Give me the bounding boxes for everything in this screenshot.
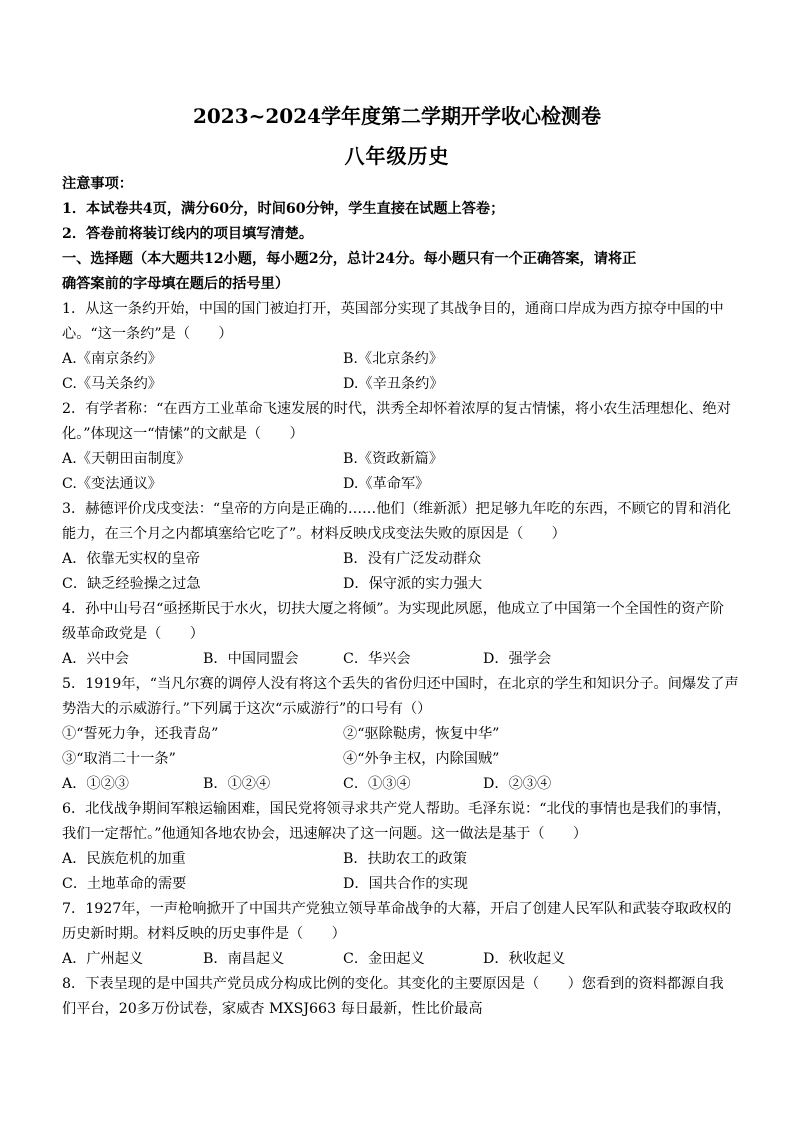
statement-option: ③“取消二十一条” <box>62 751 176 767</box>
exam-subtitle: 八年级历史 <box>344 144 450 168</box>
question-text: 3．赫德评价戊戌变法：“皇帝的方向是正确的……他们（维新派）把足够九年吃的东西，不顾它的胃和消化 <box>62 501 731 517</box>
statement-option: ②“驱除鞑虏，恢复中华” <box>343 726 500 742</box>
question-text: 能力，在三个月之内都填塞给它吃了”。材料反映戊戌变法失败的原因是（ ） <box>62 526 566 542</box>
question-text: 2．有学者称：“在西方工业革命飞速发展的时代，洪秀全却怀着浓厚的复古情愫，将小农生活理想化、绝对 <box>62 401 731 417</box>
notes-item: 2．答卷前将装订线内的项目填写清楚。 <box>62 226 314 242</box>
answer-option: B.《资政新篇》 <box>343 451 444 467</box>
answer-option: A．①②③ <box>62 776 129 792</box>
answer-option: C．金田起义 <box>343 951 425 967</box>
question-text: 历史新时期。材料反映的历史事件是（ ） <box>62 926 346 942</box>
answer-option: D.《革命军》 <box>343 476 430 492</box>
answer-option: C.《马关条约》 <box>62 376 162 392</box>
answer-option: D.《辛丑条约》 <box>343 376 444 392</box>
section-heading: 一、选择题（本大题共12小题，每小题2分，总计24分。每小题只有一个正确答案，请将正 <box>62 251 637 267</box>
question-text: 6．北伐战争期间军粮运输困难，国民党将领寻求共产党人帮助。毛泽东说：“北伐的事情也是我们的事情， <box>62 801 731 817</box>
answer-option: B．①②④ <box>203 776 271 792</box>
answer-option: C.《变法通议》 <box>62 476 162 492</box>
exam-title: 2023~2024学年度第二学期开学收心检测卷 <box>192 104 602 128</box>
section-heading: 确答案前的字母填在题后的括号里） <box>62 276 290 292</box>
question-text: 7．1927年，一声枪响掀开了中国共产党独立领导革命战争的大幕，开启了创建人民军队和武装夺取政权的 <box>62 901 732 917</box>
answer-option: B．没有广泛发动群众 <box>343 551 482 567</box>
question-text: 5．1919年，“当凡尔赛的调停人没有将这个丢失的省份归还中国时，在北京的学生和知识分子。间爆发了声 <box>62 676 739 692</box>
answer-option: A．兴中会 <box>62 651 129 667</box>
answer-option: C．土地革命的需要 <box>62 876 187 892</box>
answer-option: C．缺乏经验操之过急 <box>62 576 201 592</box>
answer-option: D．强学会 <box>483 651 552 667</box>
answer-option: D．②③④ <box>483 776 552 792</box>
notes-heading: 注意事项： <box>62 176 133 192</box>
answer-option: B．中国同盟会 <box>203 651 299 667</box>
question-text: 心。“这一条约”是（ ） <box>62 326 233 342</box>
question-text: 我们一定帮忙。”他通知各地农协会，迅速解决了这一问题。这一做法是基于（ ） <box>62 826 588 842</box>
answer-option: C．①③④ <box>343 776 411 792</box>
question-text: 们平台，20多万份试卷，家威杏 MXSJ663 每日最新，性比价最高 <box>62 1001 483 1017</box>
question-text: 化。”体现这一“情愫”的文献是（ ） <box>62 426 304 442</box>
answer-option: A．广州起义 <box>62 951 144 967</box>
statement-option: ①“誓死力争，还我青岛” <box>62 726 219 742</box>
answer-option: B．南昌起义 <box>203 951 285 967</box>
answer-option: D．国共合作的实现 <box>343 876 468 892</box>
answer-option: D．保守派的实力强大 <box>343 576 483 592</box>
notes-item: 1．本试卷共4页，满分60分，时间60分钟，学生直接在试题上答卷； <box>62 201 505 217</box>
answer-option: A．民族危机的加重 <box>62 851 186 867</box>
question-text: 1．从这一条约开始，中国的国门被迫打开，英国部分实现了其战争目的，通商口岸成为西方掠夺中国的中 <box>62 301 724 317</box>
answer-option: B.《北京条约》 <box>343 351 444 367</box>
question-text: 势浩大的示威游行。”下列属于这次“示威游行”的口号有（） <box>62 701 432 717</box>
answer-option: A.《南京条约》 <box>62 351 162 367</box>
answer-option: A．依靠无实权的皇帝 <box>62 551 200 567</box>
answer-option: C．华兴会 <box>343 651 411 667</box>
statement-option: ④“外争主权，内除国贼” <box>343 751 500 767</box>
question-text: 4．孙中山号召“亟拯斯民于水火，切扶大厦之将倾”。为实现此夙愿，他成立了中国第一个全国性的资产阶 <box>62 601 724 617</box>
answer-option: B．扶助农工的政策 <box>343 851 467 867</box>
question-text: 级革命政党是（ ） <box>62 626 204 642</box>
answer-option: D．秋收起义 <box>483 951 566 967</box>
answer-option: A.《天朝田亩制度》 <box>62 451 191 467</box>
question-text: 8．下表呈现的是中国共产党员成分构成比例的变化。其变化的主要原因是（ ）您看到的资料都源自我 <box>62 976 724 992</box>
